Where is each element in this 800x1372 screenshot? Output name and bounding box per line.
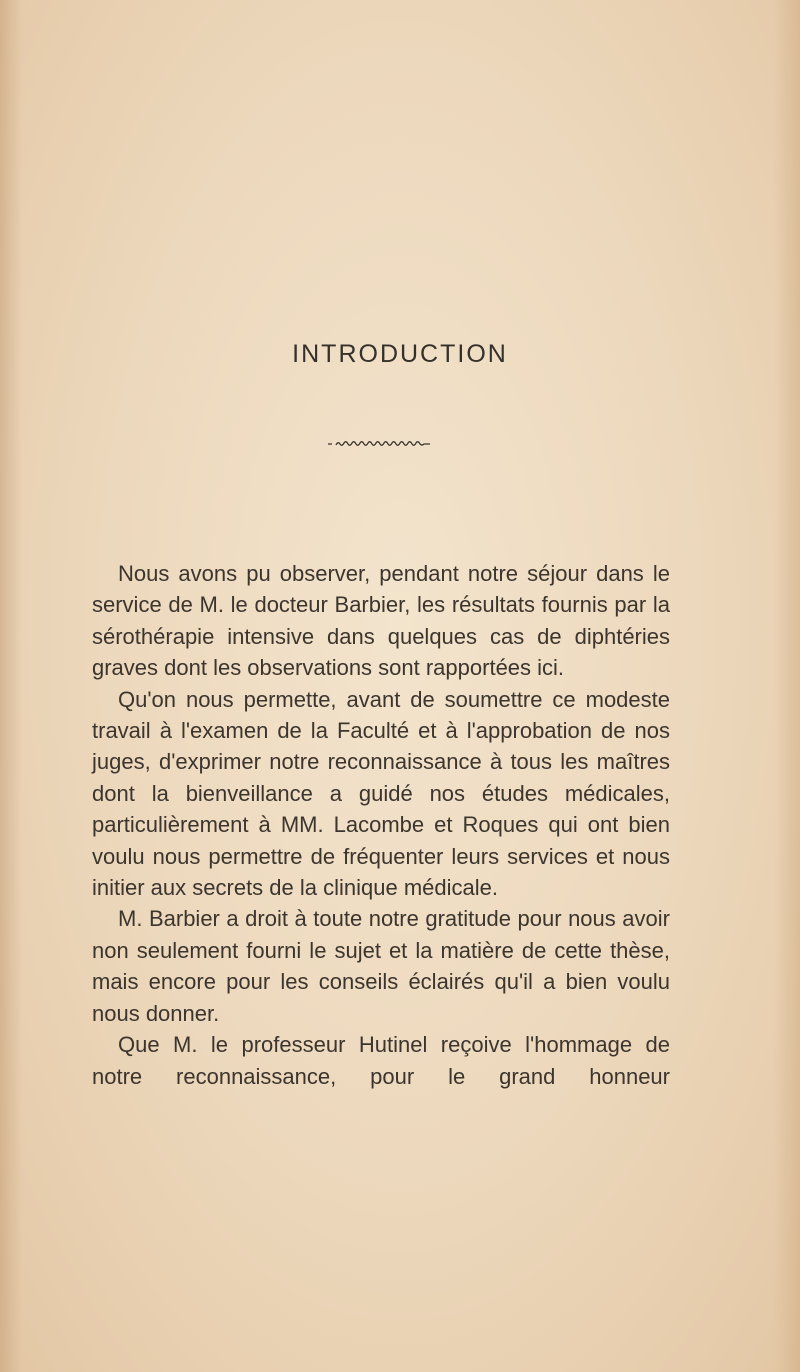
introduction-body xyxy=(92,558,670,1092)
page-title: INTRODUCTION xyxy=(292,340,508,368)
page-left-edge-shadow xyxy=(0,0,22,1372)
wavy-rule-icon xyxy=(326,438,432,448)
paragraph-2: Qu'on nous permette, avant de soumettre ce modeste travail à l'examen de la Faculté et à l'approbation de nos juges, d'exprimer notre reconnaissance à tous les maîtres dont la bienveillance a guidé nos études médicales, particulièrement à MM. Lacombe et Roques qui ont bien voulu nous permettre de fréquenter leurs services et nous initier aux secrets de la clinique médicale. xyxy=(92,686,670,901)
paragraph-1: Nous avons pu observer, pendant notre séjour dans le service de M. le docteur Barbier, les résultats fournis par la sérothérapie intensive dans quelques cas de diphtéries graves dont les observations sont rapportées ici. xyxy=(92,561,670,681)
page-right-edge-shadow xyxy=(774,0,800,1372)
paragraph-4: Que M. le professeur Hutinel reçoive l'hommage de notre reconnaissance, pour le grand honneur xyxy=(92,1032,670,1089)
paragraph-3: M. Barbier a droit à toute notre gratitude pour nous avoir non seulement fourni le sujet et la matière de cette thèse, mais encore pour les conseils éclairés qu'il a bien voulu nous donner. xyxy=(92,906,670,1026)
